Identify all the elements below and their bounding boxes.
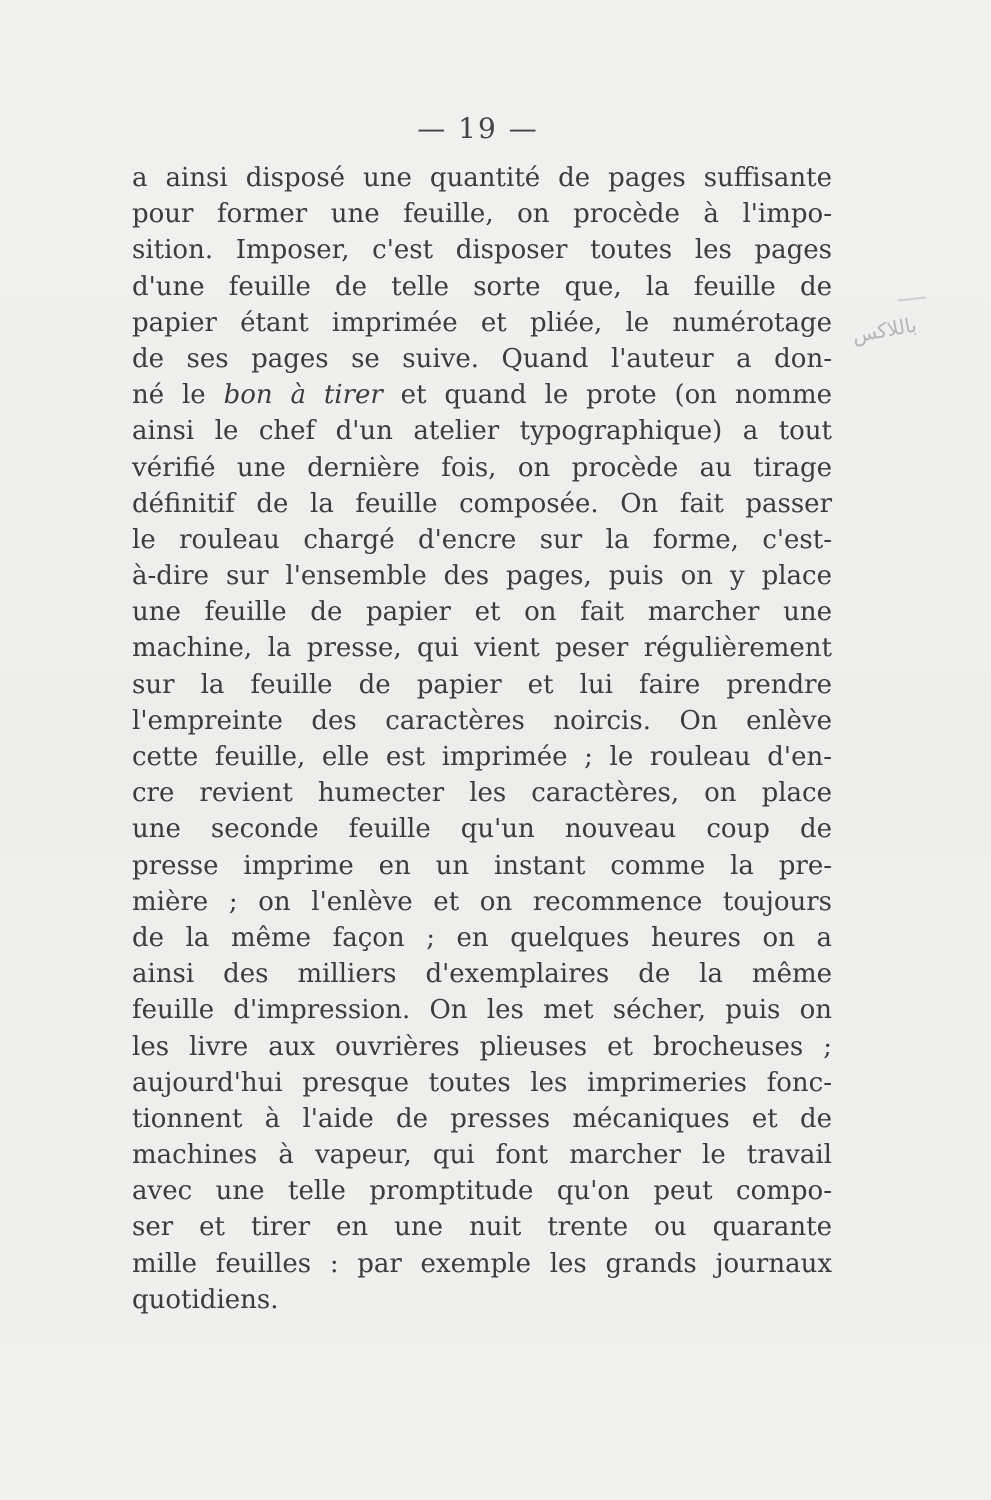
text-line: a ainsi disposé une quantité de pages suffisante bbox=[132, 163, 832, 193]
margin-annotation: باللاكس bbox=[850, 312, 919, 348]
text-line: sur la feuille de papier et lui faire prendre bbox=[132, 669, 832, 700]
text-line: mille feuilles : par exemple les grands journaux bbox=[132, 1248, 832, 1279]
text-line: cette feuille, elle est imprimée ; le rouleau d'en- bbox=[132, 742, 832, 772]
text-line: feuille d'impression. On les met sécher, puis on bbox=[132, 995, 832, 1026]
text-line: machines à vapeur, qui font marcher le travail bbox=[132, 1140, 832, 1171]
text-line: une seconde feuille qu'un nouveau coup de bbox=[132, 814, 832, 845]
text-line: d'une feuille de telle sorte que, la feuille de bbox=[132, 271, 832, 302]
text-line: ainsi le chef d'un atelier typographique) a tout bbox=[132, 416, 832, 447]
text-line: l'empreinte des caractères noircis. On enlève bbox=[132, 705, 832, 736]
text-line: papier étant imprimée et pliée, le numérotage bbox=[132, 307, 832, 338]
margin-pencil-mark bbox=[898, 297, 926, 302]
text-line: sition. Imposer, c'est disposer toutes les pages bbox=[132, 235, 832, 266]
body-paragraph bbox=[132, 160, 832, 1318]
text-line: avec une telle promptitude qu'on peut compo- bbox=[132, 1176, 832, 1207]
text-line: définitif de la feuille composée. On fait passer bbox=[132, 488, 832, 519]
text-line: ser et tirer en une nuit trente ou quarante bbox=[132, 1212, 832, 1243]
text-line: machine, la presse, qui vient peser régulièrement bbox=[132, 633, 832, 664]
page-number: — 19 — bbox=[417, 112, 539, 145]
text-line: le rouleau chargé d'encre sur la forme, c'est- bbox=[132, 524, 832, 555]
text-line: de ses pages se suive. Quand l'auteur a don- bbox=[132, 343, 832, 374]
text-segment: et quand le prote (on nomme bbox=[382, 380, 832, 411]
text-line: ainsi des milliers d'exemplaires de la même bbox=[132, 959, 832, 990]
text-line: aujourd'hui presque toutes les imprimeries fonc- bbox=[132, 1067, 832, 1098]
text-line: pour former une feuille, on procède à l'impo- bbox=[132, 199, 832, 230]
text-line: à-dire sur l'ensemble des pages, puis on y place bbox=[132, 561, 832, 592]
text-line: quotidiens. bbox=[132, 1284, 279, 1315]
text-line bbox=[132, 377, 832, 413]
text-line: presse imprime en un instant comme la pre- bbox=[132, 850, 832, 881]
italic-phrase: bon à tirer bbox=[223, 380, 383, 411]
text-line: tionnent à l'aide de presses mécaniques et de bbox=[132, 1103, 832, 1134]
text-line: vérifié une dernière fois, on procède au tirage bbox=[132, 452, 832, 483]
text-segment: né le bbox=[132, 380, 224, 411]
text-line: mière ; on l'enlève et on recommence toujours bbox=[132, 886, 832, 917]
text-line: cre revient humecter les caractères, on place bbox=[132, 778, 832, 809]
text-line: de la même façon ; en quelques heures on a bbox=[132, 922, 832, 953]
text-line: les livre aux ouvrières plieuses et brocheuses ; bbox=[132, 1031, 832, 1062]
text-line: une feuille de papier et on fait marcher une bbox=[132, 597, 832, 628]
